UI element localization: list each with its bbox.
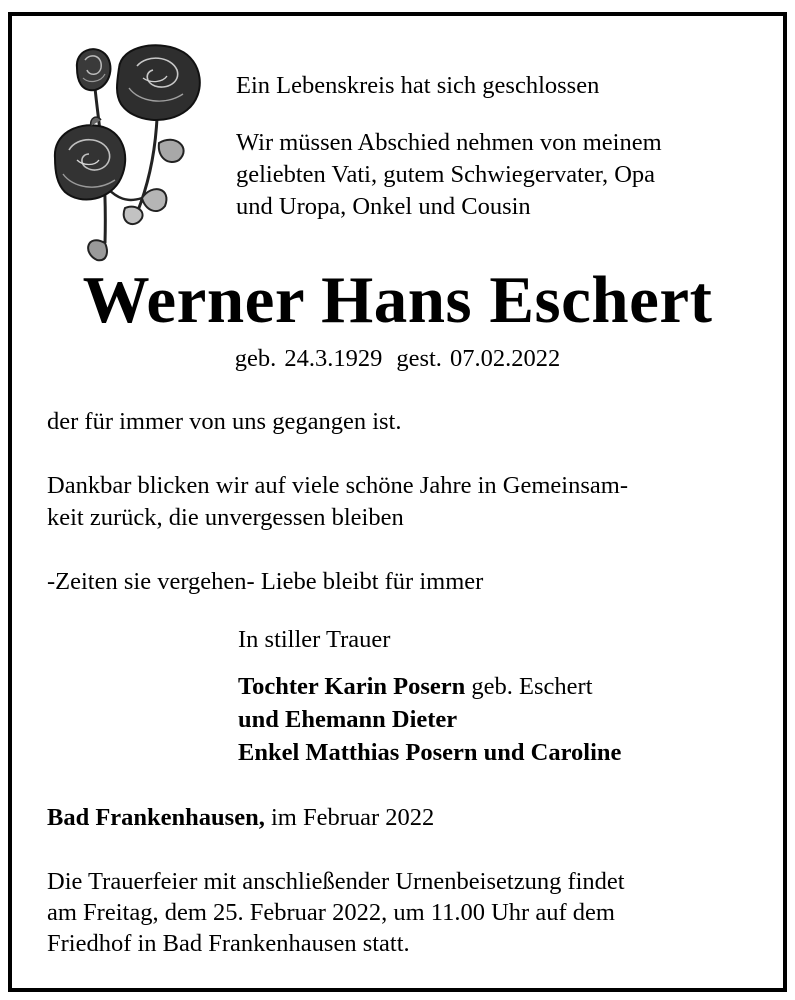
service-line: am Freitag, dem 25. Februar 2022, um 11.00 Uhr auf dem — [47, 899, 615, 926]
mourner-husband: und Ehemann Dieter — [238, 706, 458, 733]
mourner-daughter-name: Tochter Karin Posern — [238, 673, 466, 700]
mourner-daughter — [238, 670, 778, 703]
place-date — [47, 802, 767, 834]
deceased-name: Werner Hans Eschert — [82, 263, 713, 337]
grateful-line: keit zurück, die unvergessen bleiben — [47, 504, 404, 531]
intro-block — [236, 70, 756, 223]
roses-icon — [47, 38, 212, 263]
intro-message-line: und Uropa, Onkel und Cousin — [236, 193, 531, 220]
mourner-daughter-maiden: geb. Eschert — [465, 673, 593, 700]
mourner-grandchild: Enkel Matthias Posern und Caroline — [238, 739, 622, 766]
death-date: gest. 07.02.2022 — [396, 345, 561, 372]
motto-line: -Zeiten sie vergehen- Liebe bleibt für immer — [47, 568, 484, 595]
mourners-heading: In stiller Trauer — [238, 626, 391, 653]
mourners-block — [238, 623, 778, 769]
motto-text — [47, 566, 767, 598]
intro-message-line: Wir müssen Abschied nehmen von meinem — [236, 129, 662, 156]
birth-date: geb. 24.3.1929 — [234, 345, 383, 372]
service-line: Die Trauerfeier mit anschließender Urnenbeisetzung findet — [47, 868, 625, 895]
place-city: Bad Frankenhausen, — [47, 804, 265, 831]
intro-line: Ein Lebenskreis hat sich geschlossen — [236, 72, 600, 99]
place-month: im Februar 2022 — [264, 804, 435, 831]
life-dates — [0, 343, 795, 375]
intro-message-line: geliebten Vati, gutem Schwiegervater, Opa — [236, 161, 656, 188]
grateful-line: Dankbar blicken wir auf viele schöne Jahre in Gemeinsam- — [47, 472, 628, 499]
service-info — [47, 866, 767, 959]
gone-line: der für immer von uns gegangen ist. — [47, 408, 402, 435]
service-line: Friedhof in Bad Frankenhausen statt. — [47, 930, 410, 957]
grateful-text — [47, 470, 767, 534]
gone-text — [47, 406, 767, 438]
